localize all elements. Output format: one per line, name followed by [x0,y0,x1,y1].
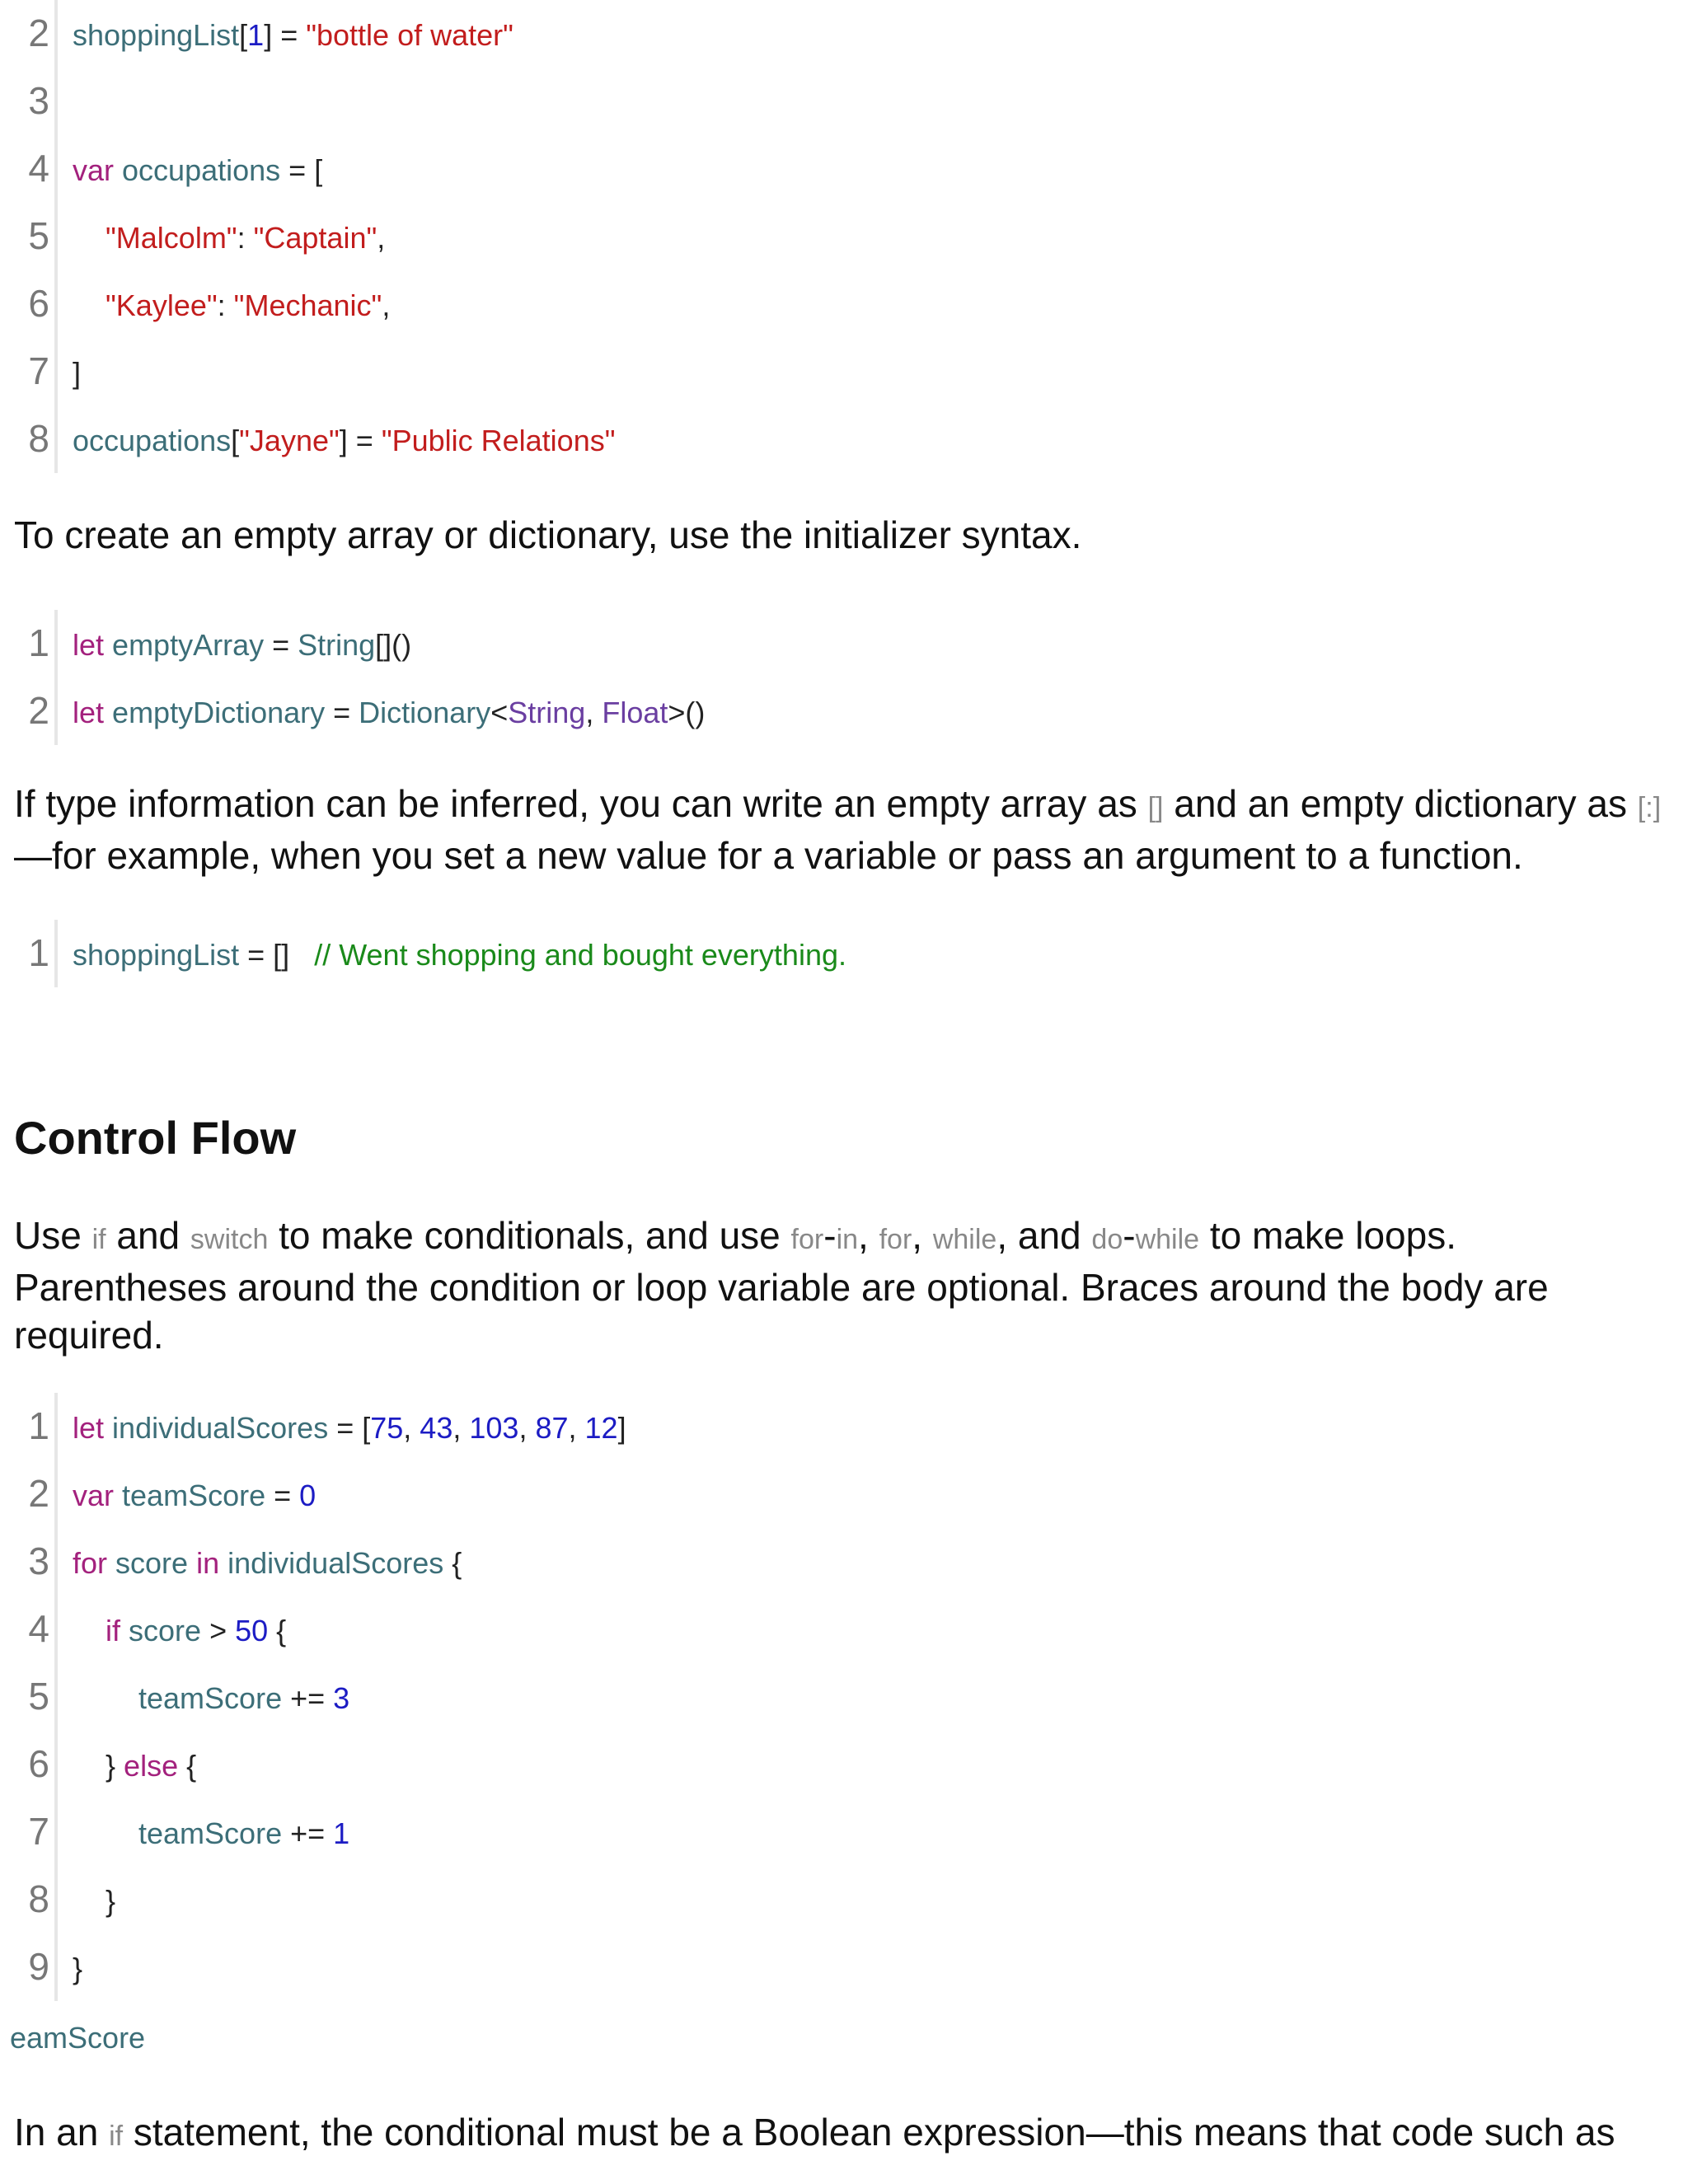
code-token: ] [73,356,82,390]
code-token: } [73,1884,116,1918]
inline-code-switch: switch [190,1224,269,1255]
code-text [73,285,390,326]
code-token: teamScore [138,1816,283,1850]
line-number: 1 [28,621,49,664]
code-token: 43 [420,1411,453,1445]
line-number: 1 [28,931,49,974]
code-token: : [237,221,254,255]
code-token: += [282,1681,334,1715]
code-token: { [178,1749,197,1783]
code-text [73,1881,115,1922]
code-line [0,1460,1688,1528]
code-token: , [452,1411,470,1445]
code-token: , [568,1411,585,1445]
code-text [73,692,705,733]
code-token: [ [231,424,240,457]
code-token: = [265,1479,300,1512]
code-text [73,1746,196,1787]
code-token: { [268,1614,287,1647]
code-token: = [ [328,1411,371,1445]
code-text [73,1475,316,1516]
code-text [73,150,322,191]
paragraph-inferred-types [14,780,1671,879]
code-token: "Captain" [253,221,377,255]
code-token: 1 [333,1816,350,1850]
code-text [73,1813,349,1854]
inline-code-empty-array: [] [1147,792,1164,823]
code-token: [ [239,18,248,52]
line-gutter [0,1663,58,1731]
code-token: 87 [535,1411,569,1445]
code-text [73,353,81,394]
inline-code-if: if [91,1224,106,1255]
code-token: individualScores [227,1546,444,1580]
code-token: > [201,1614,236,1647]
code-text [73,1408,626,1449]
code-token [219,1546,227,1580]
truncated-code-output: eamScore [10,2021,146,2055]
code-line [0,1393,1688,1460]
code-line [0,1663,1688,1731]
code-token [107,1546,115,1580]
code-token: "Mechanic" [233,288,382,322]
code-token [73,288,106,322]
code-line [0,0,1688,68]
code-token: ] = [339,424,382,457]
code-line [0,610,1688,677]
paragraph-text: , [912,1214,933,1257]
line-number: 6 [28,282,49,325]
section-heading: Control Flow [14,1112,297,1164]
code-token: = [264,628,298,662]
line-gutter [0,1798,58,1866]
code-token: shoppingList [73,938,240,972]
line-number: 7 [28,1810,49,1853]
code-token: let [73,628,105,662]
code-token: in [196,1546,220,1580]
code-text [73,420,616,462]
code-token: 12 [584,1411,618,1445]
line-number: 9 [28,1945,49,1988]
paragraph-text: and an empty dictionary as [1163,782,1638,825]
code-token: 50 [235,1614,269,1647]
paragraph-control-flow [14,1212,1671,1359]
code-token [104,1411,112,1445]
code-block-scores-loop [0,1393,1688,2001]
line-number: 8 [28,417,49,460]
code-line [0,203,1688,270]
code-token [188,1546,196,1580]
line-gutter [0,270,58,338]
code-token: , [403,1411,420,1445]
code-token: Float [602,696,668,729]
inline-code-empty-dictionary: [:] [1637,792,1662,823]
paragraph-text: statement, the conditional must be a Boolean expression—this means that code such as [123,2111,1615,2154]
code-line [0,68,1688,135]
code-line [0,1731,1688,1798]
line-number: 4 [28,1607,49,1650]
paragraph-text: , and [996,1214,1092,1257]
code-text [73,1610,286,1652]
inline-code-do: do [1091,1224,1123,1255]
code-block-occupations [0,0,1688,473]
line-number: 3 [28,79,49,122]
code-token: // Went shopping and bought everything. [314,938,846,972]
code-token: Dictionary [359,696,491,729]
line-number: 6 [28,1742,49,1785]
line-gutter [0,203,58,270]
paragraph-text: , [858,1214,879,1257]
paragraph-text: - [1123,1214,1136,1257]
code-token: 103 [469,1411,519,1445]
line-number: 8 [28,1877,49,1920]
code-line [0,1596,1688,1663]
code-line [0,1528,1688,1596]
code-token: = [325,696,359,729]
code-token: emptyDictionary [112,696,326,729]
code-block-shopping-reset [0,920,1688,987]
code-token: occupations [73,424,232,457]
line-number: 5 [28,214,49,257]
line-number: 2 [28,12,49,54]
line-gutter [0,1731,58,1798]
code-token: = [ [280,153,323,187]
code-token [73,1681,138,1715]
code-token: 1 [247,18,265,52]
code-line [0,677,1688,745]
line-number: 7 [28,349,49,392]
code-token: shoppingList [73,18,240,52]
line-gutter [0,1933,58,2001]
code-text [73,625,411,666]
line-gutter [0,135,58,203]
code-token: individualScores [112,1411,329,1445]
paragraph-initializer: To create an empty array or dictionary, use the initializer syntax. [14,513,1082,556]
code-token: "Jayne" [239,424,340,457]
code-token [114,1479,122,1512]
code-line [0,1798,1688,1866]
inline-code-in: in [836,1224,859,1255]
code-token: , [377,221,386,255]
paragraph-text: Use [14,1214,92,1257]
code-token: "Malcolm" [106,221,237,255]
code-token [114,153,122,187]
code-line [0,1933,1688,2001]
line-gutter [0,0,58,68]
code-token: , [585,696,603,729]
paragraph-text: to make conditionals, and use [268,1214,791,1257]
line-gutter [0,68,58,135]
line-gutter [0,610,58,677]
code-token [73,221,106,255]
code-token: emptyArray [112,628,265,662]
code-token: teamScore [138,1681,283,1715]
line-number: 2 [28,1472,49,1515]
line-number: 5 [28,1675,49,1718]
line-gutter [0,677,58,745]
paragraph-text: —for example, when you set a new value for a variable or pass an argument to a function. [14,834,1523,877]
paragraph-text: to make loops. Parentheses around the condition or loop variable are optional. Braces around the body are required. [14,1214,1549,1357]
code-line [0,338,1688,405]
code-token: var [73,153,115,187]
paragraph-text: If type information can be inferred, you can write an empty array as [14,782,1148,825]
line-gutter [0,1866,58,1933]
line-number: 2 [28,689,49,732]
code-token [73,1614,106,1647]
inline-code-for: for [879,1224,912,1255]
code-line [0,1866,1688,1933]
code-line [0,920,1688,987]
inline-code-while: while [932,1224,997,1255]
code-token: = [] [239,938,315,972]
code-token: 75 [370,1411,404,1445]
code-token: 3 [333,1681,350,1715]
code-token: } [73,1749,124,1783]
code-token: let [73,696,105,729]
code-token: "bottle of water" [306,18,513,52]
line-gutter [0,1393,58,1460]
code-token: "Public Relations" [381,424,616,457]
code-token: , [518,1411,536,1445]
code-line [0,405,1688,473]
code-token: else [124,1749,179,1783]
line-gutter [0,1528,58,1596]
code-text [73,1678,349,1719]
line-number: 3 [28,1540,49,1582]
code-token [120,1614,129,1647]
line-number: 4 [28,147,49,190]
code-block-empty-collections [0,610,1688,745]
code-token [73,1816,138,1850]
paragraph-text: and [106,1214,190,1257]
code-token: score [129,1614,202,1647]
code-token: score [115,1546,189,1580]
code-text [73,935,846,976]
code-line [0,270,1688,338]
paragraph-text: - [823,1214,837,1257]
line-gutter [0,1460,58,1528]
inline-code-if: if [109,2121,124,2152]
inline-code-for: for [790,1224,824,1255]
code-token: []() [375,628,412,662]
line-gutter [0,1596,58,1663]
code-token: var [73,1479,115,1512]
code-token: ] [617,1411,626,1445]
line-gutter [0,405,58,473]
code-token: } [73,1952,83,1985]
code-token: : [217,288,234,322]
paragraph-text: In an [14,2111,110,2154]
paragraph-if-statement [14,2108,1671,2160]
code-token: , [382,288,391,322]
line-gutter [0,338,58,405]
code-token: if [106,1614,121,1647]
code-token: for [73,1546,108,1580]
code-text [73,218,385,259]
code-token: String [508,696,586,729]
code-token: let [73,1411,105,1445]
code-token: { [443,1546,462,1580]
code-token: occupations [122,153,281,187]
code-line [0,135,1688,203]
code-token: 0 [299,1479,316,1512]
inline-code-while: while [1135,1224,1200,1255]
line-number: 1 [28,1404,49,1447]
code-text [73,1948,82,1990]
code-token [104,628,112,662]
code-token: String [298,628,376,662]
code-token: ] = [264,18,307,52]
code-token [104,696,112,729]
code-text [73,1543,462,1584]
code-token: += [282,1816,334,1850]
code-token: "Kaylee" [106,288,218,322]
code-text [73,15,513,56]
code-token: < [490,696,509,729]
code-token: teamScore [122,1479,266,1512]
code-token: >() [668,696,706,729]
line-gutter [0,920,58,987]
